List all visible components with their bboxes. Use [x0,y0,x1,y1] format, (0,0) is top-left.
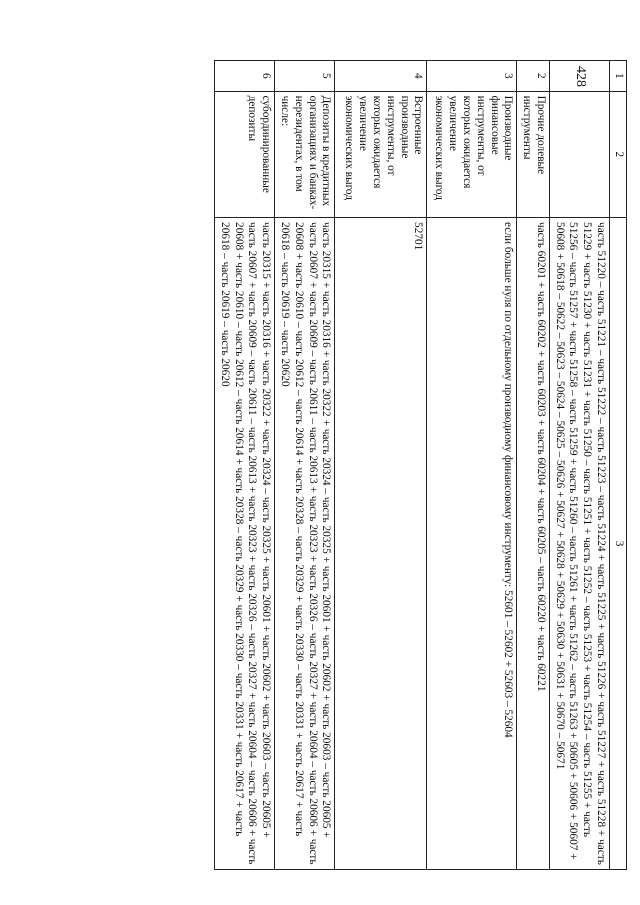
row-name [549,91,609,217]
row-number: 6 [215,61,275,92]
row-name: Производные финансовые инструменты, от которых ожидается увеличение экономических выгод [427,91,517,217]
row-name: Встроенные производные инструменты, от которых ожидается увеличение экономических выгод [335,91,427,217]
column-header-2: 2 [610,91,627,217]
column-header-1: 1 [610,61,627,92]
row-name: Депозиты в кредитных организациях и банках-нерезидентах, в том числе: [275,91,335,217]
row-number: 3 [427,61,517,92]
row-formula: 52701 [335,218,427,870]
row-formula: если больше нуля по отдельному производному финансовому инструменту: 52601 – 52602 + 52603 – 52604 [427,218,517,870]
table-row [215,61,275,870]
accounts-table [214,60,627,870]
table-row [275,61,335,870]
header-row [610,61,627,870]
table-row [335,61,427,870]
row-number: 5 [275,61,335,92]
row-name: субординированные депозиты [215,91,275,217]
column-header-3: 3 [610,218,627,870]
table-row [517,61,550,870]
row-formula: часть 20315 + часть 20316 + часть 20322 + часть 20324 – часть 20325 + часть 20601 + часть 20602 + часть 20603 – часть 20605 + часть 20607 + часть 20609 – часть 20611 – часть 20613 + часть 20323 + часть 20326 – часть 20327 + часть 20604 – часть 20606 + часть 20608 + часть 20610 – часть 20612 – часть 20614 + часть 20328 – часть 20329 + часть 20330 – часть 20331 + часть 20617 + часть 20618 – часть 20619 – часть 20620 [275,218,335,870]
table-row [427,61,517,870]
rotated-table-block [107,60,627,870]
row-number: 2 [517,61,550,92]
row-number: 4 [335,61,427,92]
row-formula: часть 20315 + часть 20316 + часть 20322 + часть 20324 – часть 20325 + часть 20601 + часть 20602 + часть 20603 – часть 20605 + часть 20607 + часть 20609 – часть 20611 – часть 20613 + часть 20323 + часть 20326 – часть 20327 + часть 20604 – часть 20606 + часть 20608 + часть 20610 – часть 20612 – часть 20614 + часть 20328 – часть 20329 + часть 20330 – часть 20331 + часть 20617 + часть 20618 – часть 20619 – часть 20620 [215,218,275,870]
row-formula: часть 60201 + часть 60202 + часть 60203 + часть 60204 + часть 60205 – часть 60220 + часть 60221 [517,218,550,870]
row-formula: часть 51220 – часть 51221 – часть 51222 – часть 51223 – часть 51224 + часть 51225 + часть 51226 + часть 51227 + часть 51228 + часть 51229 + часть 51230 + часть 51231 + часть 51250 – часть 51251 + часть 51252 – часть 51253 + часть 51254 – часть 51255 + часть 51256 – часть 51257 + часть 51258 – часть 51259 + часть 51260 – часть 51261 + часть 51262 – часть 51263 + 50605 + 50606 + 50607 + 50608 + 50618 – 50622 – 50623 – 50624 – 50625 – 50626 + 50627 + 50628 + 50629 + 50630 + 50631 + 50670 – 50671 [549,218,609,870]
page-number: 428 [573,66,588,87]
table-row [549,61,609,870]
row-number [549,61,609,92]
row-name: Прочие долевые инструменты [517,91,550,217]
